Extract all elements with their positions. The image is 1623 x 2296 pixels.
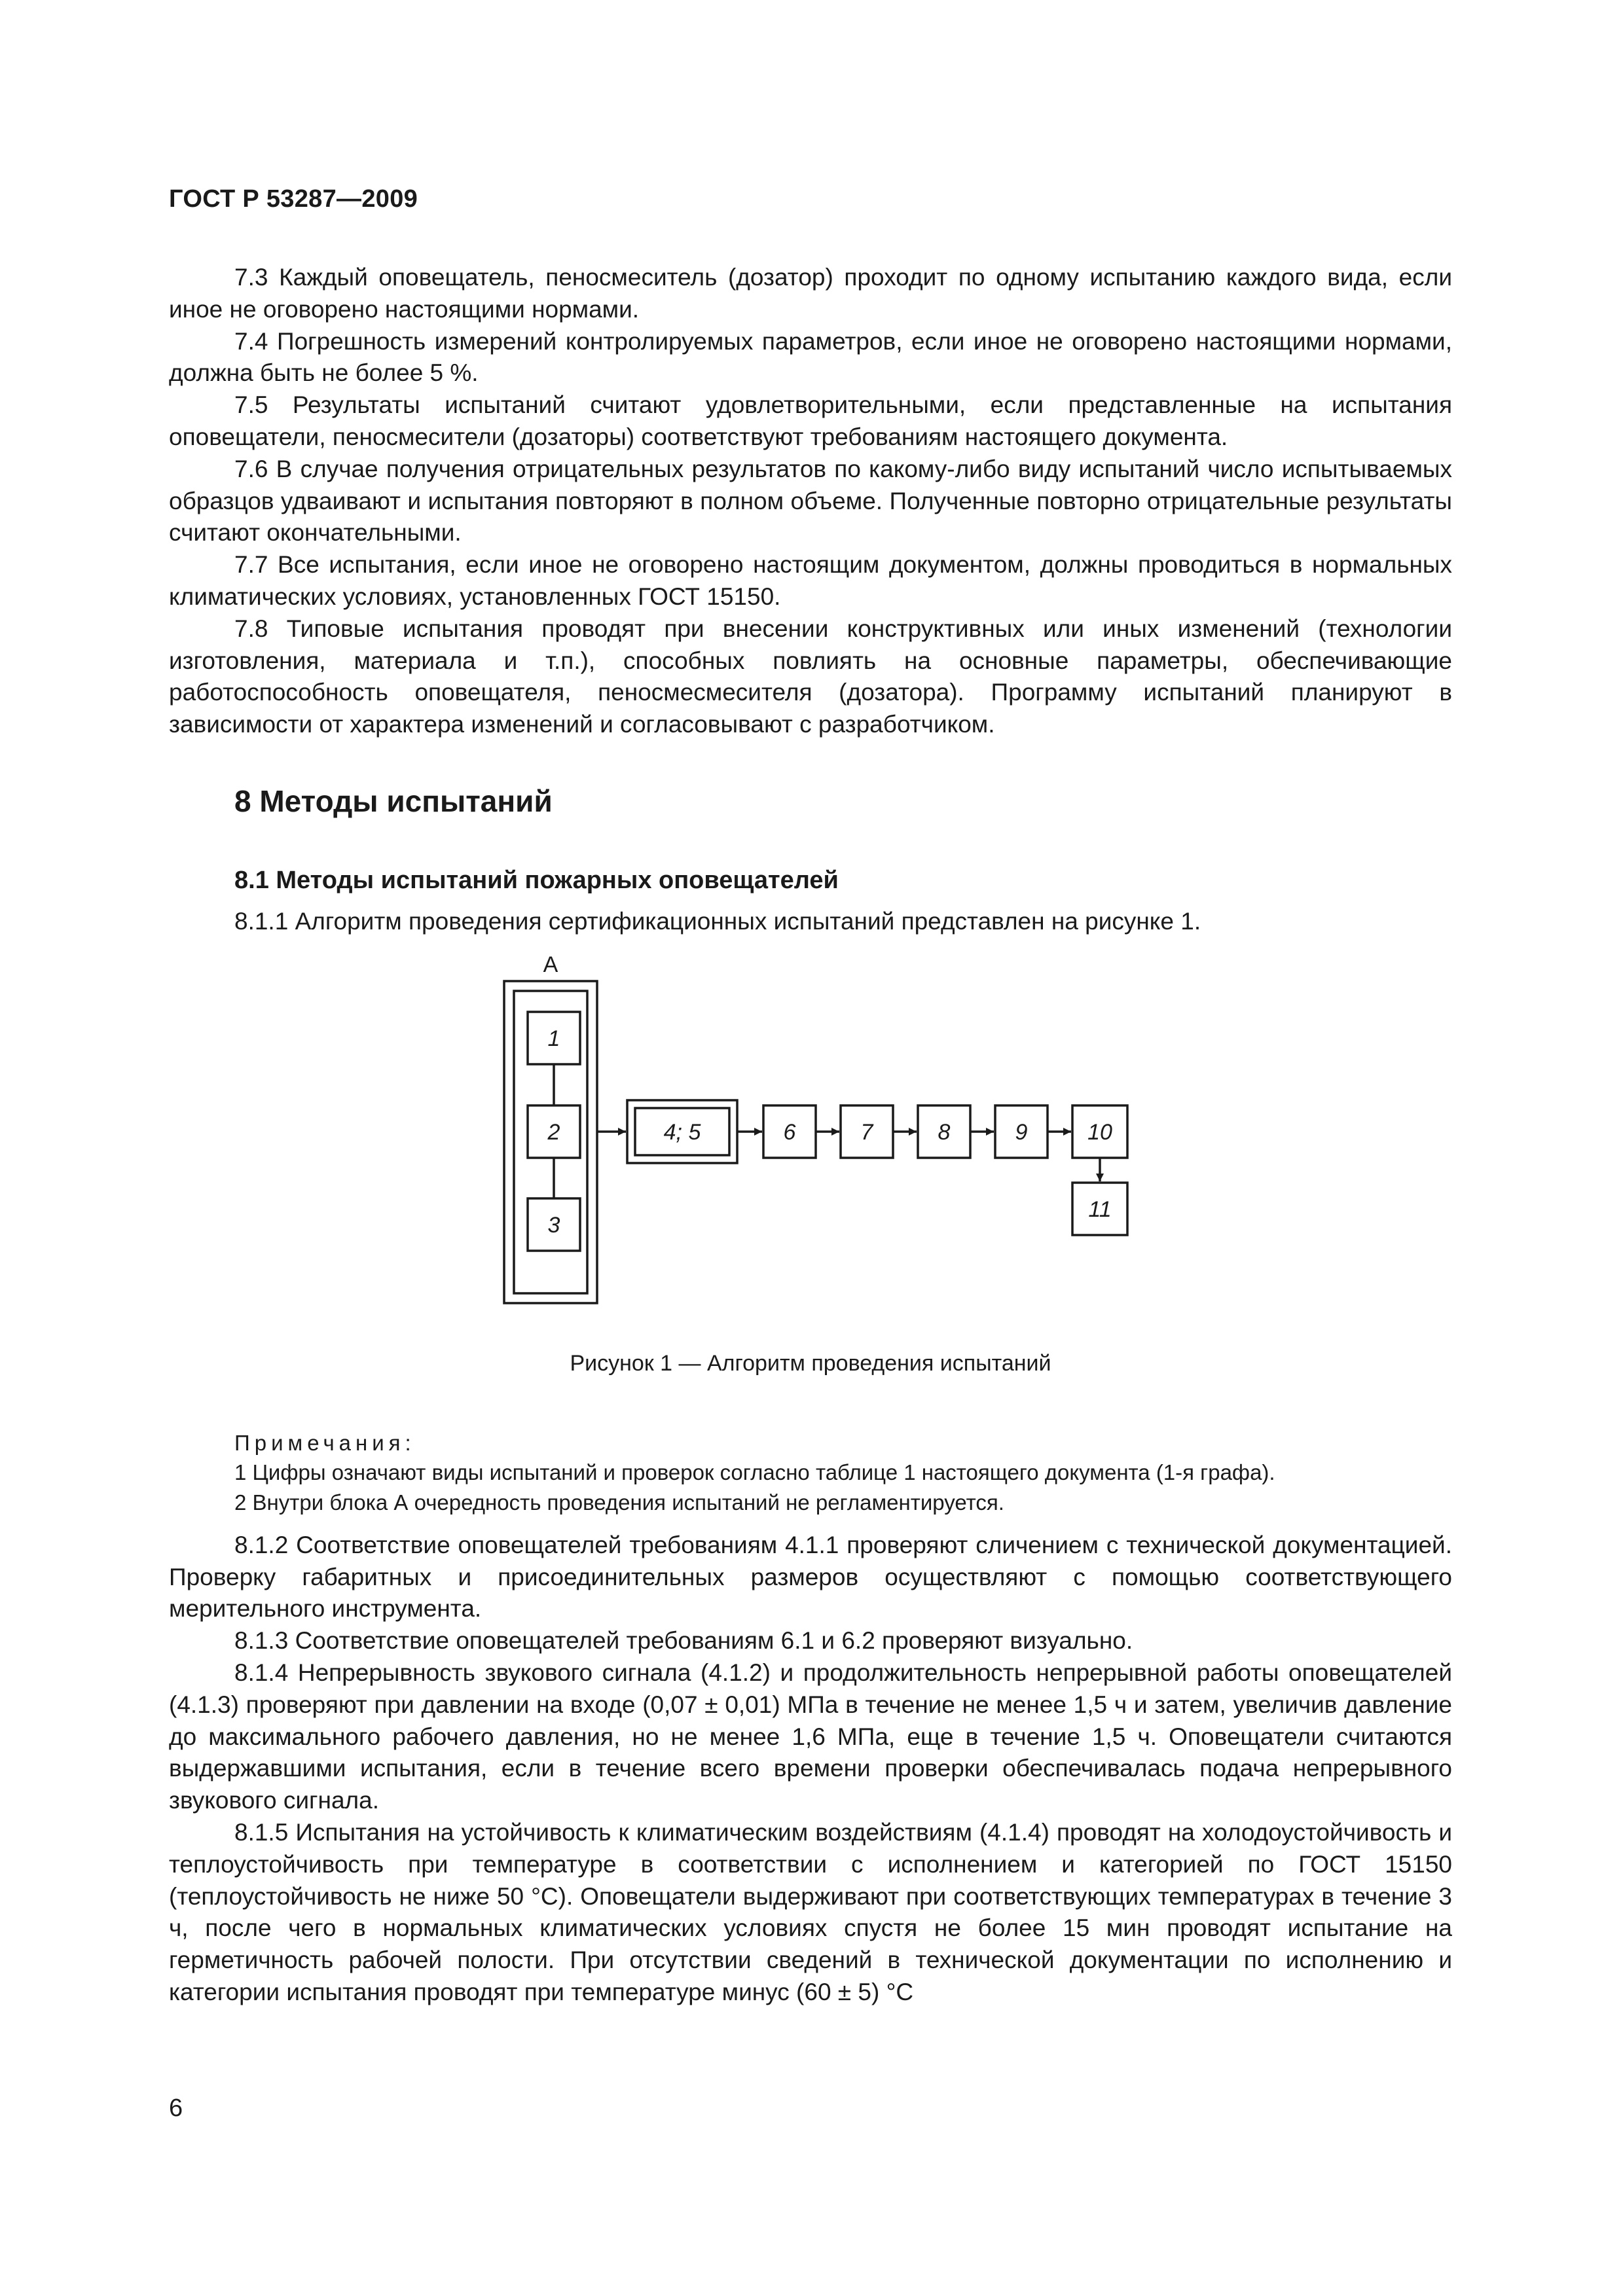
block-a-label: А	[543, 952, 558, 977]
document-header: ГОСТ Р 53287—2009	[169, 185, 418, 213]
paragraph-8-1-4: 8.1.4 Непрерывность звукового сигнала (4.1.2) и продолжительность непрерывной работы оповещателей (4.1.3) проверяют при давлении на входе (0,07 ± 0,01) МПа в течение не менее 1,5 ч и затем, увеличив давление до максимального рабочего давления, но не менее 1,6 МПа, еще в течение 1,5 ч. Оповещатели считаются выдержавшими испытания, если в течение всего времени проверки обеспечивалась подача непрерывного звукового сигнала.	[169, 1659, 1452, 1814]
paragraph-7-3: 7.3 Каждый оповещатель, пеносмеситель (дозатор) проходит по одному испытанию каждого вида, если иное не оговорено настоящими нормами.	[169, 264, 1452, 323]
paragraph-8-1-5: 8.1.5 Испытания на устойчивость к климатическим воздействиям (4.1.4) проводят на холодоустойчивость и теплоустойчивость при температуре в соответствии с исполнением и категорией по ГОСТ 15150 (теплоустойчивость не ниже 50 °С). Оповещатели выдерживают при соответствующих температурах в течение 3 ч, после чего в нормальных климатических условиях спустя не более 15 мин проводят испытание на герметичность рабочей полости. При отсутствии сведений в технической документации по исполнению и категории испытания проводят при температуре минус (60 ± 5) °С	[169, 1818, 1452, 2005]
node-11-label: 11	[1088, 1196, 1112, 1222]
node-6-label: 6	[783, 1119, 796, 1145]
paragraph-8-1-3: 8.1.3 Соответствие оповещателей требованиям 6.1 и 6.2 проверяют визуально.	[234, 1627, 1133, 1655]
paragraph-7-7: 7.7 Все испытания, если иное не оговорено настоящим документом, должны проводиться в нормальных климатических условиях, установленных ГОСТ 15150.	[169, 551, 1452, 610]
subsection-title: 8.1 Методы испытаний пожарных оповещателей	[234, 866, 839, 894]
section-title: 8 Методы испытаний	[234, 783, 553, 818]
paragraph-7-6: 7.6 В случае получения отрицательных результатов по какому-либо виду испытаний число испытываемых образцов удваивают и испытания повторяют в полном объеме. Полученные повторно отрицательные результаты считают окончательными.	[169, 455, 1452, 547]
paragraph-8-1-1: 8.1.1 Алгоритм проведения сертификационных испытаний представлен на рисунке 1.	[234, 907, 1201, 935]
paragraph-8-1-2: 8.1.2 Соответствие оповещателей требованиям 4.1.1 проверяют сличением с технической документацией. Проверку габаритных и присоединительных размеров осуществляют с помощью соответствующего мерительного инструмента.	[169, 1531, 1452, 1623]
node-45-label: 4; 5	[663, 1119, 701, 1145]
paragraph-7-4: 7.4 Погрешность измерений контролируемых параметров, если иное не оговорено настоящими нормами, должна быть не более 5 %.	[169, 327, 1452, 387]
note-item: 2 Внутри блока А очередность проведения испытаний не регламентируется.	[234, 1490, 1004, 1515]
node-7-label: 7	[860, 1119, 873, 1145]
node-1-label: 1	[547, 1026, 560, 1051]
node-3-label: 3	[547, 1212, 560, 1238]
note-item: 1 Цифры означают виды испытаний и проверок согласно таблице 1 настоящего документа (1-я графа).	[234, 1460, 1275, 1484]
figure-algorithm	[169, 943, 1452, 1349]
node-8-label: 8	[938, 1119, 951, 1145]
node-10-label: 10	[1087, 1119, 1112, 1145]
node-9-label: 9	[1015, 1119, 1028, 1145]
figure-caption: Рисунок 1 — Алгоритм проведения испытаний	[570, 1350, 1051, 1376]
notes-heading: Примечания:	[234, 1430, 416, 1455]
node-2-label: 2	[547, 1119, 560, 1145]
paragraph-7-8: 7.8 Типовые испытания проводят при внесении конструктивных или иных изменений (технологии изготовления, материала и т.п.), способных повлиять на основные параметры, обеспечивающие работоспособность оповещателя, пеносмесмесителя (дозатора). Программу испытаний планируют в зависимости от характера изменений и согласовывают с разработчиком.	[169, 615, 1452, 738]
page-content	[169, 262, 1452, 2009]
algorithm-diagram	[169, 943, 1452, 1349]
paragraph-7-5: 7.5 Результаты испытаний считают удовлетворительными, если представленные на испытания оповещатели, пеносмесители (дозаторы) соответствуют требованиям настоящего документа.	[169, 391, 1452, 450]
page-number: 6	[169, 2094, 183, 2122]
